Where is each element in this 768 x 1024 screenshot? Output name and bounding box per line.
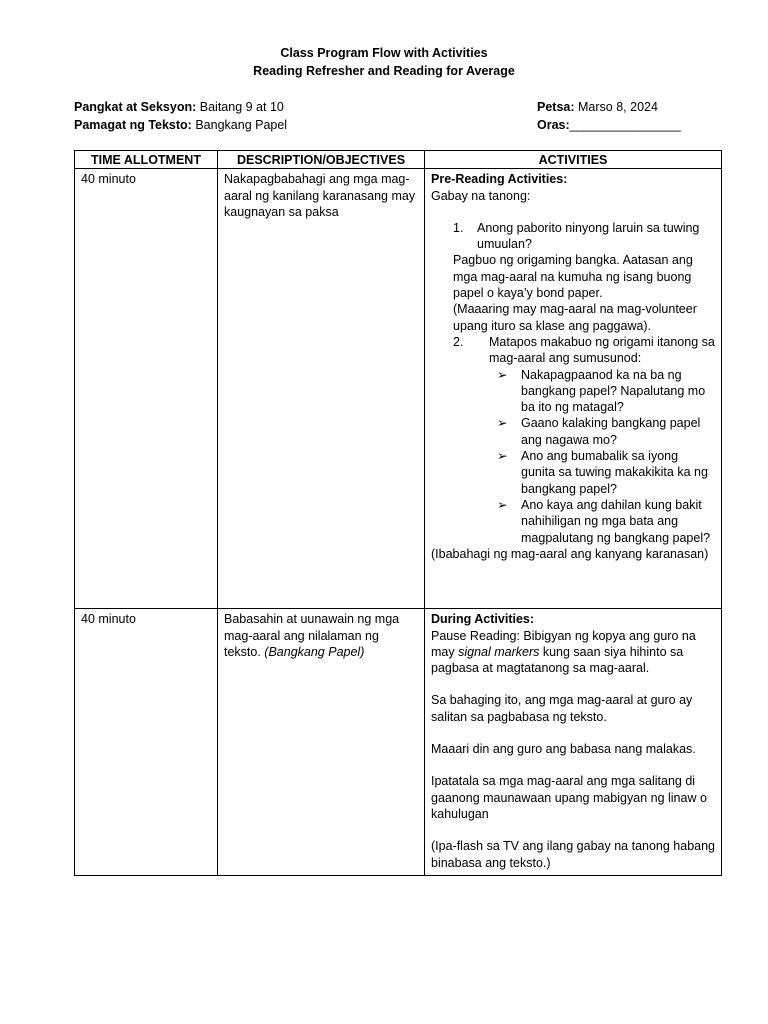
header-description: DESCRIPTION/OBJECTIVES — [218, 151, 425, 169]
title-line-1: Class Program Flow with Activities — [280, 46, 488, 60]
bullet-text: Gaano kalaking bangkang papel ang nagawa mo? — [521, 416, 701, 447]
date-value: Marso 8, 2024 — [578, 100, 658, 114]
meta-right — [537, 98, 681, 134]
bullet-item — [431, 448, 715, 497]
bullet-item — [431, 415, 715, 448]
section-label: Pangkat at Seksyon: — [74, 100, 197, 114]
time-label: Oras: — [537, 118, 570, 132]
header-time-allotment: TIME ALLOTMENT — [75, 151, 218, 169]
text-title-value: Bangkang Papel — [195, 118, 288, 132]
title-line-2: Reading Refresher and Reading for Average — [253, 64, 515, 78]
bullet-text: Ano ang bumabalik sa iyong gunita sa tuwing makakikita ka ng bangkang papel? — [521, 449, 708, 496]
question-1 — [431, 220, 715, 253]
arrow-bullet-icon: ➢ — [497, 367, 508, 382]
text-title-row — [74, 116, 287, 134]
time-value: ________________ — [569, 118, 681, 132]
question-1-text: Anong paborito ninyong laruin sa tuwing umuulan? — [477, 220, 700, 252]
date-row — [537, 98, 681, 116]
section-row — [74, 98, 287, 116]
question-2-number: 2. — [453, 334, 464, 349]
row1-description: Nakapagbabahagi ang mga mag-aaral ng kanilang karanasang may kaugnayan sa paksa — [218, 169, 425, 609]
row1-intro: Gabay na tanong: — [431, 188, 531, 203]
table-row — [75, 169, 722, 609]
meta-left — [74, 98, 287, 134]
question-1-note-1: Pagbuo ng origaming bangka. Aatasan ang mga mag-aaral na kumuha ng isang buong papel o kaya’y bond paper. — [453, 253, 693, 301]
section-value: Baitang 9 at 10 — [199, 100, 284, 114]
document-title — [0, 44, 768, 80]
table-row — [75, 609, 722, 876]
question-1-number: 1. — [453, 220, 464, 235]
question-2-text: Matapos makabuo ng origami itanong sa mag-aaral ang sumusunod: — [489, 334, 715, 366]
bullet-item — [431, 367, 715, 416]
bullet-text: Nakapagpaanod ka na ba ng bangkang papel? Napalutang mo ba ito ng matagal? — [521, 367, 706, 415]
activity-table — [74, 150, 722, 876]
row2-paragraph-2: Sa bahaging ito, ang mga mag-aaral at guro ay salitan sa pagbabasa ng teksto. — [431, 693, 693, 724]
arrow-bullet-icon: ➢ — [497, 449, 508, 464]
row2-p1-text-b: kung saan siya hihinto sa pagbasa at magtatanong sa mag-aaral. — [431, 644, 684, 676]
time-row — [537, 116, 681, 134]
header-activities: ACTIVITIES — [425, 151, 722, 169]
arrow-bullet-icon: ➢ — [497, 416, 508, 431]
row2-paragraph-3: Maaari din ang guro ang babasa nang malakas. — [431, 742, 696, 757]
row1-time: 40 minuto — [75, 169, 218, 609]
row2-paragraph-5: (Ipa-flash sa TV ang ilang gabay na tanong habang binabasa ang teksto.) — [431, 839, 716, 870]
row2-time: 40 minuto — [75, 609, 218, 876]
row2-p1-text-a: Pause Reading: Bibigyan ng kopya ang guro na may — [431, 628, 696, 659]
row1-closing: (Ibabahagi ng mag-aaral ang kanyang karanasan) — [431, 546, 709, 561]
bullet-item — [431, 497, 715, 546]
row2-description-title: (Bangkang Papel) — [264, 644, 365, 659]
row2-heading: During Activities: — [431, 612, 535, 627]
row1-activities — [425, 169, 722, 609]
question-1-note-2: (Maaaring may mag-aaral na mag-volunteer upang ituro sa klase ang paggawa). — [453, 302, 697, 333]
row2-p1-italic: signal markers — [458, 644, 540, 659]
text-title-label: Pamagat ng Teksto: — [74, 118, 192, 132]
table-header-row — [75, 151, 722, 169]
bullet-text: Ano kaya ang dahilan kung bakit nahihiligan ng mga bata ang magpalutang ng bangkang papel? — [521, 497, 711, 545]
row2-activities — [425, 609, 722, 876]
arrow-bullet-icon: ➢ — [497, 497, 508, 512]
question-2 — [431, 334, 715, 367]
row2-description — [218, 609, 425, 876]
date-label: Petsa: — [537, 100, 575, 114]
row2-description-text: Babasahin at uunawain ng mga mag-aaral ang nilalaman ng teksto. — [224, 612, 400, 659]
row2-paragraph-1 — [431, 628, 715, 677]
row2-paragraph-4: Ipatatala sa mga mag-aaral ang mga salitang di gaanong maunawaan upang mabigyan ng linaw o kahulugan — [431, 774, 707, 821]
row1-heading: Pre-Reading Activities: — [431, 172, 568, 187]
